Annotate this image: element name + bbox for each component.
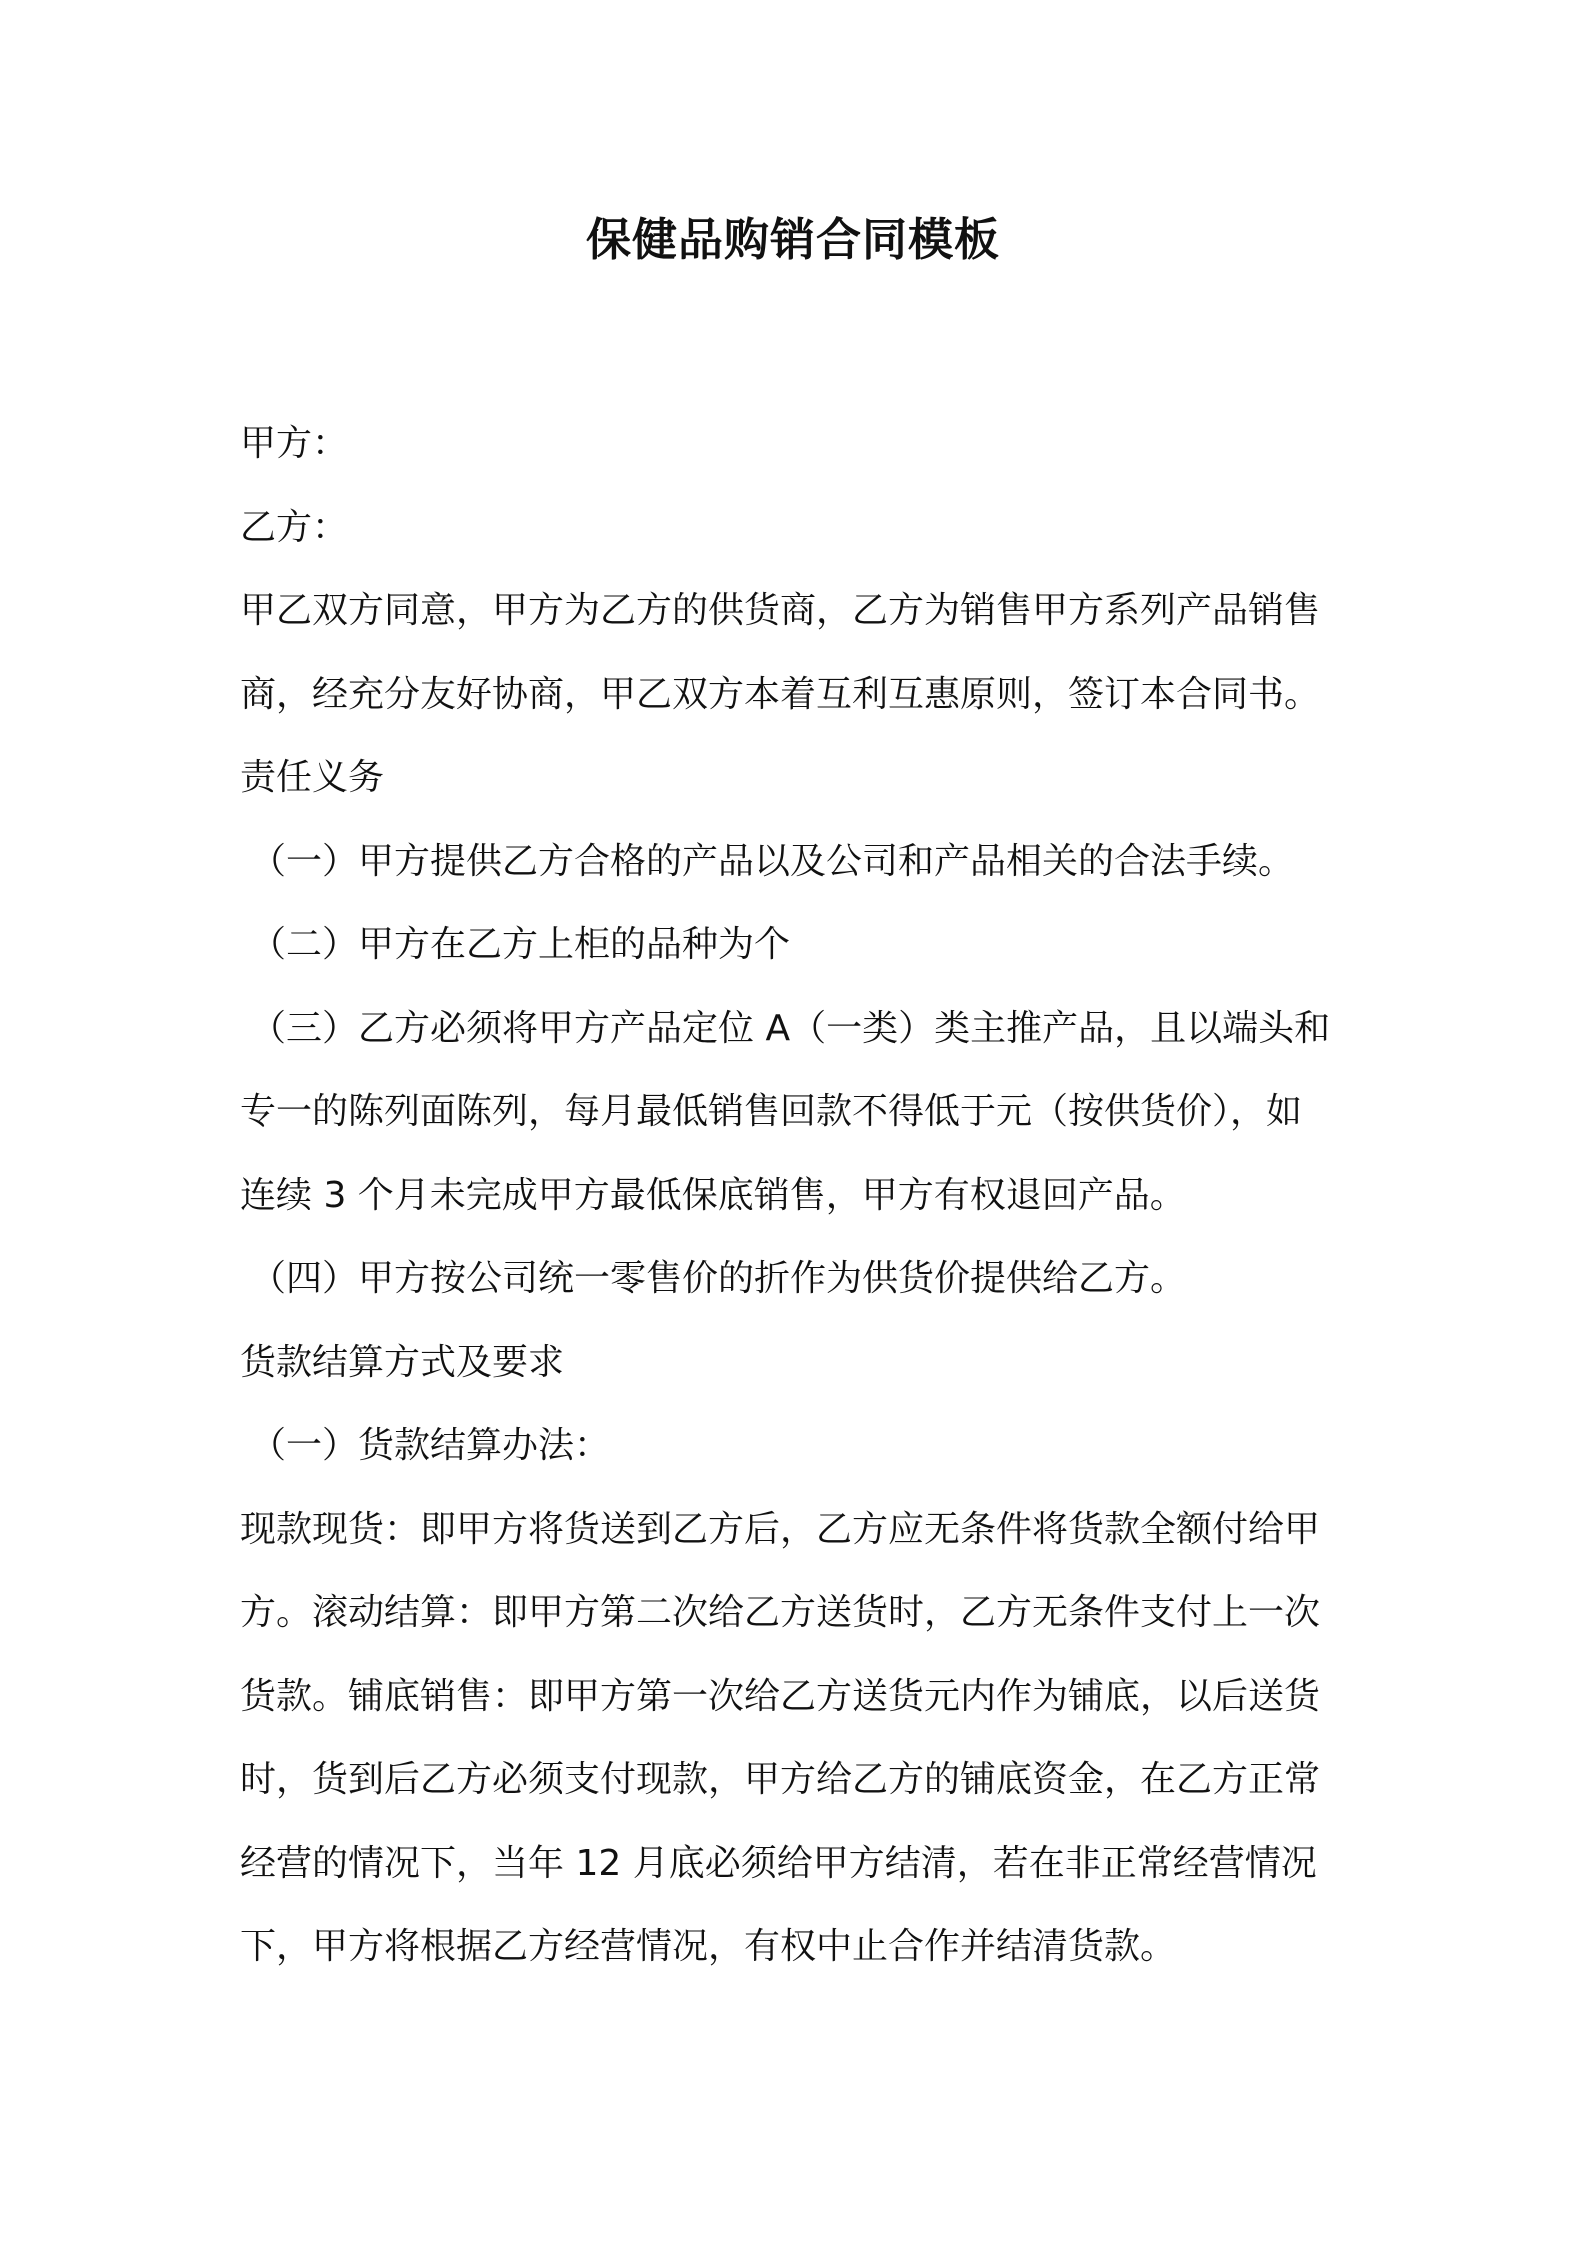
- payment-paragraph: [240, 1488, 1350, 1989]
- clause-2: [240, 903, 1350, 987]
- section-heading-payment: 货款结算方式及要求: [240, 1341, 565, 1383]
- payment-line: 货款。铺底销售：即甲方第一次给乙方送货元内作为铺底，以后送货: [240, 1675, 1321, 1717]
- clause-line: （二）甲方在乙方上柜的品种为个: [250, 924, 791, 965]
- clause-line: （三）乙方必须将甲方产品定位 A（一类）类主推产品，且以端头和: [250, 1007, 1331, 1049]
- clause-line: （四）甲方按公司统一零售价的折作为供货价提供给乙方。: [250, 1258, 1187, 1299]
- clause-4: [240, 1237, 1350, 1321]
- clause-line: 连续 3 个月未完成甲方最低保底销售，甲方有权退回产品。: [240, 1174, 1186, 1216]
- intro-line: 甲乙双方同意，甲方为乙方的供货商，乙方为销售甲方系列产品销售: [240, 590, 1321, 631]
- party-b-line: 乙方：: [240, 506, 349, 548]
- payment-line: 下，甲方将根据乙方经营情况，有权中止合作并结清货款。: [240, 1926, 1177, 1967]
- payment-line: 现款现货：即甲方将货送到乙方后，乙方应无条件将货款全额付给甲: [240, 1508, 1321, 1550]
- section-heading-responsibilities: 责任义务: [240, 757, 385, 798]
- clause-line: 专一的陈列面陈列，每月最低销售回款不得低于元（按供货价），如: [240, 1091, 1303, 1132]
- clause-3: [240, 987, 1350, 1238]
- intro-paragraph: [240, 569, 1350, 736]
- payment-line: 方。滚动结算：即甲方第二次给乙方送货时，乙方无条件支付上一次: [240, 1592, 1321, 1633]
- payment-line: 时，货到后乙方必须支付现款，甲方给乙方的铺底资金，在乙方正常: [240, 1759, 1321, 1800]
- party-a-line: 甲方：: [240, 423, 349, 464]
- clause-line: （一）甲方提供乙方合格的产品以及公司和产品相关的合法手续。: [250, 840, 1295, 882]
- document-body: [240, 402, 1350, 1989]
- payment-line: 经营的情况下，当年 12 月底必须给甲方结清，若在非正常经营情况: [240, 1842, 1317, 1884]
- clause-1: [240, 820, 1350, 904]
- intro-line: 商，经充分友好协商，甲乙双方本着互利互惠原则，签订本合同书。: [240, 673, 1321, 715]
- document-title: 保健品购销合同模板: [585, 213, 1000, 266]
- payment-subheading: （一）货款结算办法：: [250, 1425, 611, 1466]
